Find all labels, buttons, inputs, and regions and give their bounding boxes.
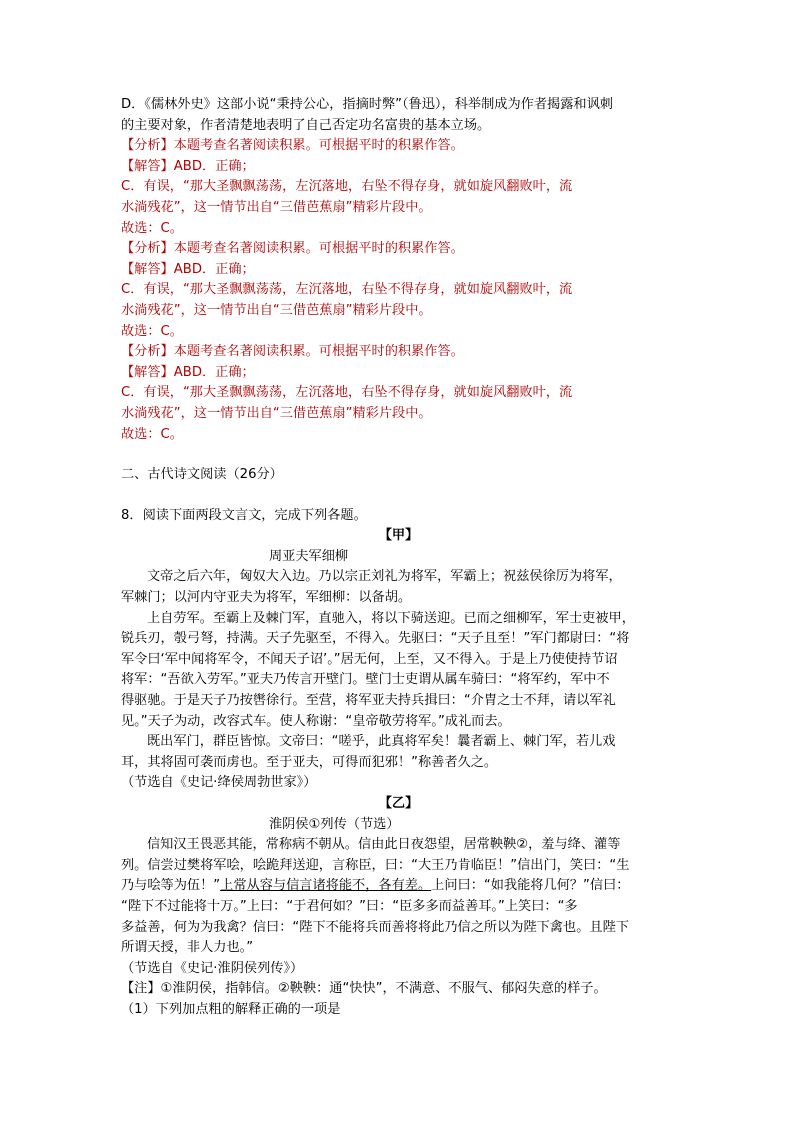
option-d [121,95,676,136]
passage-jia-line: 既出军门，群臣皆惊。文帝曰：“嗟乎，此真将军矣！曩者霸上、棘门军，若儿戏 [147,734,616,750]
passage-yi-line-part: 上问曰：“如我能将几何？”信曰： [431,878,630,894]
section-title: 二、古代诗文阅读（26分） [121,467,283,483]
passage-jia-line: 锐兵刃，彀弓弩，持满。天子先驱至，不得入。先驱曰：“天子且至！”军门都尉曰：“将 [121,631,630,647]
passage-yi-line-part: 乃与哙等为伍！” [121,878,221,894]
option-c-line-2: 水淌残花”，这一情节出自“三借芭蕉扇”精彩片段中。 [121,302,432,318]
option-c-line-2: 水淌残花”，这一情节出自“三借芭蕉扇”精彩片段中。 [121,405,432,421]
answer-block-1 [121,136,676,239]
option-d-line-1: D．《儒林外史》这部小说“秉持公心，指摘时弊”（鲁迅），科举制成为作者揭露和讽刺 [121,97,613,112]
passage-jia-line: 耳，其将固可袭而虏也。至于亚夫，可得而犯邪！”称善者久之。 [121,754,498,770]
passage-jia-title: 周亚夫军细柳 [269,548,349,564]
question-8: 8．阅读下面两段文言文，完成下列各题。 [121,507,367,523]
analysis-line: 【分析】本题考查名著阅读积累。可根据平时的积累作答。 [121,138,464,154]
passage-jia-line: 军棘门；以河内守亚夫为将军，军细柳：以备胡。 [121,590,412,606]
analysis-line: 【分析】本题考查名著阅读积累。可根据平时的积累作答。 [121,344,464,360]
option-c-line-2: 水淌残花”，这一情节出自“三借芭蕉扇”精彩片段中。 [121,199,432,215]
choice-line: 故选：C。 [121,323,183,339]
annotation-note: 【注】①淮阴侯，指韩信。②鞅鞅：通“快快”，不满意、不服气、郁闷失意的样子。 [121,981,607,997]
passage-yi-line [121,876,676,897]
option-d-line-2: 的主要对象，作者清楚地表明了自己否定功名富贵的基本立场。 [121,117,491,133]
passage-yi-source: （节选自《史记·淮阴侯列传》） [121,960,304,976]
solution-line: 【解答】ABD．正确； [121,261,255,277]
passage-yi-label: 【乙】 [378,796,419,811]
analysis-line: 【分析】本题考查名著阅读积累。可根据平时的积累作答。 [121,241,464,257]
spacer [121,445,676,465]
option-c-line-1: C．有误，“那大圣飘飘荡荡，左沉落地，右坠不得存身，就如旋风翻败叶，流 [121,179,573,195]
passage-yi-line: 多益善，何为为我禽？信曰：“陛下不能将兵而善将将此乃信之所以为陛下禽也。且陛下 [121,919,629,935]
spacer [121,486,676,506]
option-c-line-1: C．有误，“那大圣飘飘荡荡，左沉落地，右坠不得存身，就如旋风翻败叶，流 [121,282,573,298]
passage-jia-line: 军令曰‘军中闻将军令，不闻天子诏’。”居无何，上至，又不得入。于是上乃使使持节诏 [121,651,618,667]
choice-line: 故选：C。 [121,220,183,236]
solution-line: 【解答】ABD．正确； [121,364,255,380]
answer-block-2 [121,239,676,342]
passage-jia [121,526,676,794]
option-c-line-1: C．有误，“那大圣飘飘荡荡，左沉落地，右坠不得存身，就如旋风翻败叶，流 [121,385,573,401]
underlined-sentence: 上常从容与信言诸将能不，各有差。 [220,878,432,894]
passage-yi-line: “陛下不过能将十万。”上曰：“于君何如？”曰：“臣多多而益善耳。”上笑曰：“多 [121,898,578,914]
passage-jia-line: 将军：“吾欲入劳军。”亚夫乃传言开壁门。壁门士吏谓从属车骑曰：“将军约，军中不 [121,672,610,688]
passage-yi [121,794,676,979]
passage-yi-title: 淮阴侯①列传（节选） [269,816,400,832]
passage-jia-line: 见。”天子为动，改容式车。使人称谢：“皇帝敬劳将军。”成礼而去。 [121,713,511,729]
passage-jia-line: 得驱驰。于是天子乃按辔徐行。至营，将军亚夫持兵揖曰：“介胄之士不拜，请以军礼 [121,693,616,709]
passage-jia-source: （节选自《史记·绛侯周勃世家》） [121,775,317,791]
passage-jia-label: 【甲】 [378,528,419,544]
passage-yi-line: 列。信尝过樊将军哙，哙跪拜送迎，言称臣，曰：“大王乃肯临臣！”信出门，笑曰：“生 [121,857,630,873]
solution-line: 【解答】ABD．正确； [121,158,255,174]
passage-yi-line: 所谓天授，非人力也。” [121,940,254,956]
sub-question-1: （1）下列加点粗的解释正确的一项是 [121,1001,341,1017]
document-page [121,95,676,1021]
passage-yi-line: 信知汉王畏恶其能，常称病不朝从。信由此日夜怨望，居常鞅鞅②，羞与绛、灌等 [147,837,621,853]
answer-block-3 [121,342,676,445]
passage-jia-line: 文帝之后六年，匈奴大入边。乃以宗正刘礼为将军，军霸上；祝兹侯徐厉为将军， [147,569,622,585]
passage-jia-line: 上自劳军。至霸上及棘门军，直驰入，将以下骑送迎。已而之细柳军，军士吏被甲， [147,610,635,626]
choice-line: 故选：C。 [121,426,183,442]
